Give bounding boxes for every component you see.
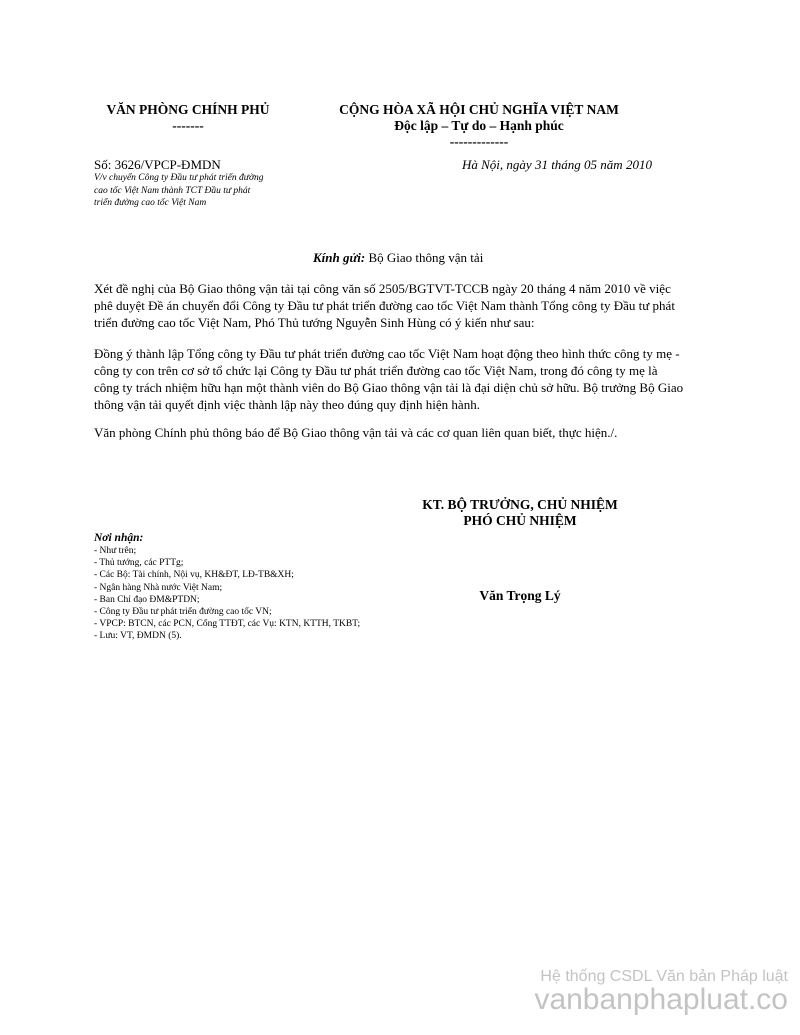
national-title: CỘNG HÒA XÃ HỘI CHỦ NGHĨA VIỆT NAM <box>339 102 619 117</box>
recipient-item: - VPCP: BTCN, các PCN, Cổng TTĐT, các Vụ: KTN, KTTH, TKBT; <box>94 619 361 630</box>
subject-line: V/v chuyển Công ty Đầu tư phát triển đường <box>94 173 264 183</box>
national-motto: Độc lập – Tự do – Hạnh phúc <box>394 118 564 133</box>
recipient-item: - Thủ tướng, các PTTg; <box>94 558 184 569</box>
document-subject <box>94 172 324 210</box>
recipient-item: - Ngân hàng Nhà nước Việt Nam; <box>94 582 223 593</box>
place-date: Hà Nội, ngày 31 tháng 05 năm 2010 <box>462 157 652 172</box>
subject-line: cao tốc Việt Nam thành TCT Đầu tư phát <box>94 185 251 196</box>
signature-subtitle: PHÓ CHỦ NHIỆM <box>463 513 577 528</box>
signature-title: KT. BỘ TRƯỞNG, CHỦ NHIỆM <box>422 497 618 512</box>
paragraph: Đồng ý thành lập Tổng công ty Đầu tư phát triển đường cao tốc Việt Nam hoạt động theo hình thức công ty mẹ - công ty con trên cơ sở tổ chức lại Công ty Đầu tư phát triển đường cao tốc Việt Nam, trong đó công ty mẹ là công ty trách nhiệm hữu hạn một thành viên do Bộ Giao thông vận tải là đại diện chủ sở hữu. Bộ trưởng Bộ Giao thông vận tải quyết định việc thành lập này theo đúng quy định hiện hành. <box>94 346 684 412</box>
signer-name: Văn Trọng Lý <box>479 588 561 603</box>
paragraph: Văn phòng Chính phủ thông báo để Bộ Giao thông vận tải và các cơ quan liên quan biết, thực hiện./. <box>94 425 618 440</box>
agency-underline: ------- <box>172 118 204 133</box>
recipient-item: - Công ty Đầu tư phát triển đường cao tốc VN; <box>94 607 272 618</box>
recipient-item: - Như trên; <box>94 546 137 556</box>
recipient-item: - Lưu: VT, ĐMDN (5). <box>94 631 182 642</box>
recipients-label: Nơi nhận: <box>94 532 144 544</box>
recipient-item: - Các Bộ: Tài chính, Nội vụ, KH&ĐT, LĐ-TB&XH; <box>94 570 294 581</box>
document-number: Số: 3626/VPCP-ĐMDN <box>94 157 221 172</box>
watermark-caption: Hệ thống CSDL Văn bản Pháp luật <box>540 968 788 985</box>
addressee-label: Kính gửi: <box>313 250 366 265</box>
recipient-item: - Ban Chỉ đạo ĐM&PTDN; <box>94 594 200 605</box>
issuing-agency: VĂN PHÒNG CHÍNH PHỦ <box>106 102 270 117</box>
motto-underline: ------------- <box>449 134 509 149</box>
subject-line: triển đường cao tốc Việt Nam <box>94 198 207 208</box>
watermark-site: vanbanphapluat.co <box>534 983 788 1016</box>
paragraph: Xét đề nghị của Bộ Giao thông vận tải tại công văn số 2505/BGTVT-TCCB ngày 20 tháng 4 năm 2010 về việc phê duyệt Đề án chuyển đổi Công ty Đầu tư phát triển đường cao tốc Việt Nam thành Tổng công ty Đầu tư phát triển đường cao tốc Việt Nam, Phó Thủ tướng Nguyễn Sinh Hùng có ý kiến như sau: <box>94 281 675 330</box>
addressee <box>313 249 483 266</box>
recipients-block <box>94 532 369 643</box>
addressee-name: Bộ Giao thông vận tải <box>365 250 484 265</box>
